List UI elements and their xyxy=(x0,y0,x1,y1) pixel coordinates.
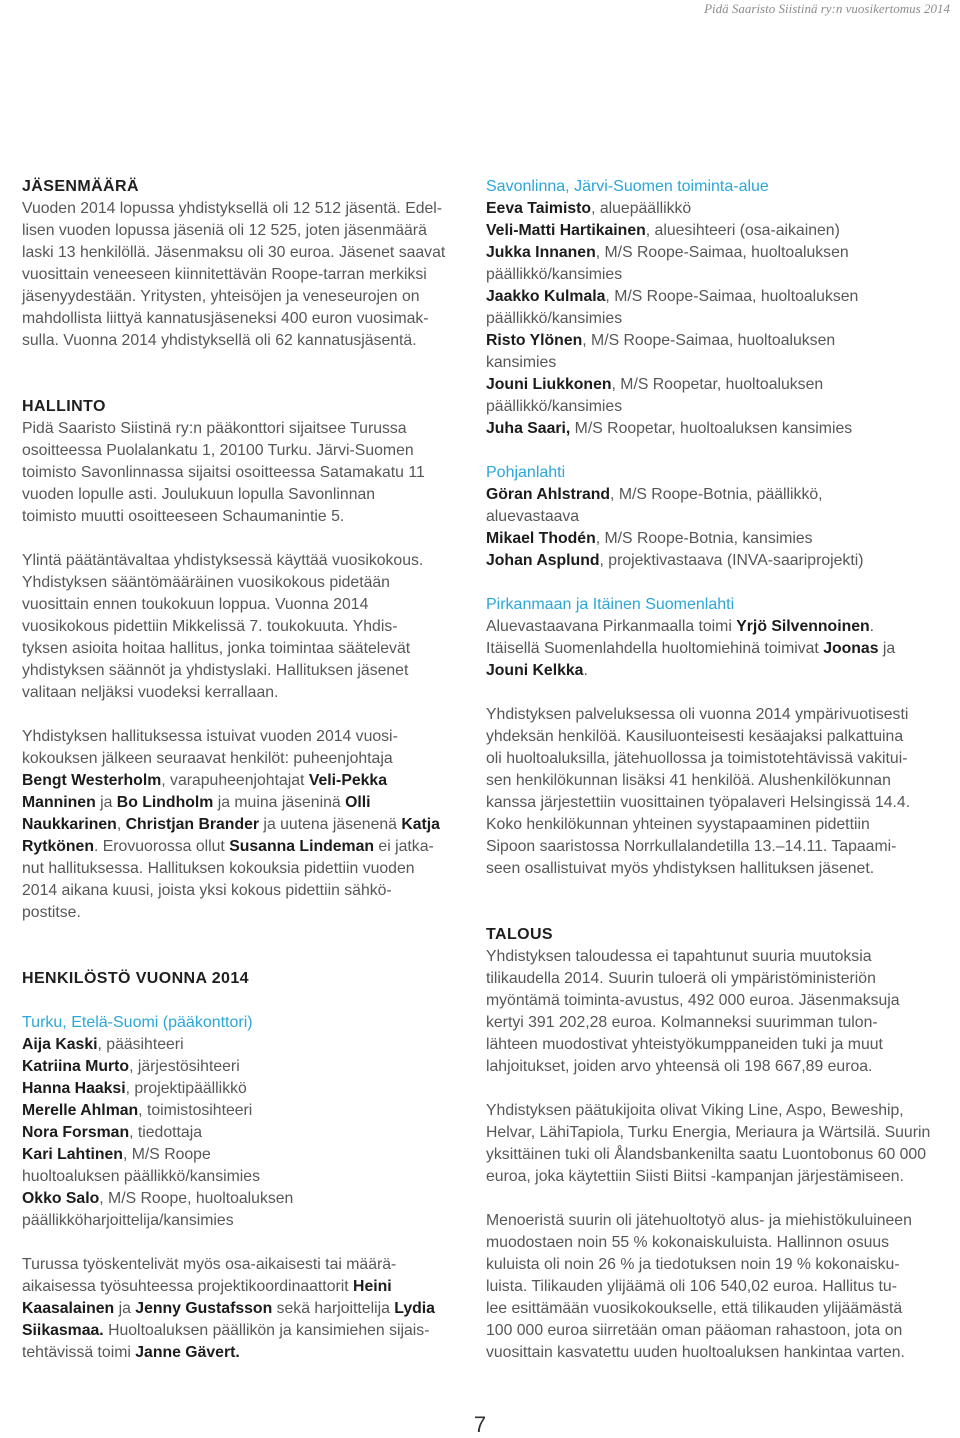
text-run: , M/S Roope-Saimaa, huoltoaluksen xyxy=(595,244,849,261)
bold-name: Jouni Kelkka xyxy=(486,662,584,679)
text-line xyxy=(22,550,466,572)
staff-summary-paragraph xyxy=(486,704,950,880)
text-run: , tiedottaja xyxy=(129,1124,202,1141)
text-run: M/S Roopetar, huoltoaluksen kansimies xyxy=(570,420,853,437)
text-line xyxy=(22,726,466,748)
text-line xyxy=(22,418,466,440)
text-line xyxy=(22,616,466,638)
text-line xyxy=(486,506,950,528)
bold-name: Kari Lahtinen xyxy=(22,1146,123,1163)
text-run: sulla. Vuonna 2014 yhdistyksellä oli 62 kannatusjäsentä. xyxy=(22,332,417,349)
text-run: päällikkö/kansimies xyxy=(486,398,623,415)
text-run: vuosittain kasvatettu uuden huoltoaluksen hankintaa varten. xyxy=(486,1344,905,1361)
bold-name: Susanna Lindeman xyxy=(229,838,375,855)
text-line xyxy=(486,374,950,396)
bold-name: Jenny Gustafsson xyxy=(135,1300,273,1317)
bold-name: Nora Forsman xyxy=(22,1124,130,1141)
text-run: , projektipäällikkö xyxy=(125,1080,247,1097)
text-line xyxy=(22,1100,466,1122)
section-pohjanlahti xyxy=(486,462,950,572)
text-run: muodostaen noin 55 % kokonaiskuluista. Hallinnon osuus xyxy=(486,1234,890,1251)
text-line xyxy=(486,528,950,550)
section-savonlinna xyxy=(486,176,950,440)
text-run: päällikkö/kansimies xyxy=(486,266,623,283)
pirkanmaa-staff-text xyxy=(486,616,950,682)
bold-name: Okko Salo xyxy=(22,1190,100,1207)
text-run: kokouksen jälkeen seuraavat henkilöt: puheenjohtaja xyxy=(22,750,393,767)
text-line xyxy=(486,638,950,660)
text-run: , varapuheenjohtajat xyxy=(161,772,309,789)
bold-name: Siikasmaa. xyxy=(22,1322,104,1339)
text-run: lahjoitukset, joiden arvo yhteensä oli 198 667,89 euroa. xyxy=(486,1058,873,1075)
text-run: osoitteessa Puolalankatu 1, 20100 Turku. Järvi-Suomen xyxy=(22,442,414,459)
text-run: luista. Tilikauden ylijäämä oli 106 540,02 euroa. Hallitus tu- xyxy=(486,1278,897,1295)
text-run: , järjestösihteeri xyxy=(129,1058,240,1075)
text-run: , toimistosihteeri xyxy=(138,1102,253,1119)
left-column xyxy=(22,176,466,1364)
text-run: . xyxy=(869,618,875,635)
heading-talous: TALOUS xyxy=(486,926,553,943)
bold-name: Janne Gävert. xyxy=(135,1344,240,1361)
text-line xyxy=(486,550,950,572)
text-run: aluevastaava xyxy=(486,508,580,525)
right-column xyxy=(486,176,950,1364)
turku-staff-list xyxy=(22,1034,466,1232)
bold-name: Katja xyxy=(401,816,440,833)
bold-name: Risto Ylönen xyxy=(486,332,583,349)
bold-name: Rytkönen xyxy=(22,838,94,855)
talous-paragraph-income xyxy=(486,946,950,1078)
text-run: tilikaudella 2014. Suurin tuloerä oli ympäristöministeriön xyxy=(486,970,876,987)
subheading-pohjanlahti: Pohjanlahti xyxy=(486,464,566,481)
text-line xyxy=(486,352,950,374)
text-line xyxy=(486,1342,950,1364)
text-run: valitaan neljäksi vuodeksi kerrallaan. xyxy=(22,684,279,701)
text-line xyxy=(22,462,466,484)
text-run: päällikkö/kansimies xyxy=(486,310,623,327)
hallinto-paragraph-office xyxy=(22,418,466,528)
text-line xyxy=(486,286,950,308)
text-line xyxy=(486,198,950,220)
text-line xyxy=(22,286,466,308)
text-line xyxy=(22,1342,466,1364)
text-run: Yhdistyksen hallituksessa istuivat vuoden 2014 vuosi- xyxy=(22,728,398,745)
text-line xyxy=(22,748,466,770)
text-run: , M/S Roope, huoltoaluksen xyxy=(99,1190,294,1207)
text-line xyxy=(486,836,950,858)
bold-name: Eeva Taimisto xyxy=(486,200,592,217)
text-line xyxy=(486,814,950,836)
text-run: myöntämä toiminta-avustus, 492 000 euroa. Jäsenmaksuja xyxy=(486,992,900,1009)
text-line xyxy=(486,990,950,1012)
text-run: lee esittämään vuosikokoukselle, että tilikauden ylijäämästä xyxy=(486,1300,903,1317)
text-run: lisen vuoden lopussa jäseniä oli 12 525, joten jäsenmäärä xyxy=(22,222,427,239)
text-line xyxy=(22,198,466,220)
text-line xyxy=(486,264,950,286)
jasenmaara-paragraph xyxy=(22,198,466,352)
text-line xyxy=(486,308,950,330)
text-run: vuosittain veneeseen kiinnitettävän Roope-tarran merkiksi xyxy=(22,266,427,283)
bold-name: Joonas xyxy=(823,640,879,657)
text-run: , M/S Roope-Botnia, kansimies xyxy=(595,530,813,547)
text-run: , projektivastaava (INVA-saariprojekti) xyxy=(599,552,864,569)
text-line xyxy=(486,1122,950,1144)
text-line xyxy=(22,1166,466,1188)
text-run: ei jatka- xyxy=(374,838,434,855)
bold-name: Kaasalainen xyxy=(22,1300,115,1317)
text-run: nut hallituksessa. Hallituksen kokouksia pidettiin vuoden xyxy=(22,860,415,877)
bold-name: Jukka Innanen xyxy=(486,244,596,261)
subheading-turku: Turku, Etelä-Suomi (pääkonttori) xyxy=(22,1014,253,1031)
text-line xyxy=(486,792,950,814)
text-run: toimisto muutti osoitteeseen Schaumanintie 5. xyxy=(22,508,345,525)
bold-name: Hanna Haaksi xyxy=(22,1080,126,1097)
text-run: laski 13 henkilöllä. Jäsenmaksu oli 30 euroa. Jäsenet saavat xyxy=(22,244,446,261)
text-run: toimisto Savonlinnassa sijaitsi osoitteessa Satamakatu 11 xyxy=(22,464,425,481)
text-line xyxy=(486,946,950,968)
text-line xyxy=(22,1144,466,1166)
text-run: vuosittain ennen toukokuun loppua. Vuonna 2014 xyxy=(22,596,369,613)
text-line xyxy=(22,814,466,836)
section-hallinto xyxy=(22,396,466,924)
text-line xyxy=(486,968,950,990)
text-line xyxy=(486,1232,950,1254)
text-run: yhdistyksen säännöt ja yhdistyslaki. Hallituksen jäsenet xyxy=(22,662,409,679)
text-run: yksittäinen tuki oli Ålandsbankenilta saatu Luontobonus 60 000 xyxy=(486,1146,926,1163)
text-run: lähteen muodostivat yhteistyökumppaneiden tuki ja muut xyxy=(486,1036,883,1053)
text-line xyxy=(22,770,466,792)
text-line xyxy=(486,1100,950,1122)
text-run: ja xyxy=(114,1300,136,1317)
text-run: Sipoon saaristossa Norrkullalandetilla 13.–14.11. Tapaami- xyxy=(486,838,897,855)
text-run: Menoeristä suurin oli jätehuoltotyö alus- ja miehistökuluineen xyxy=(486,1212,912,1229)
text-run: , aluesihteeri (osa-aikainen) xyxy=(645,222,840,239)
text-line xyxy=(486,242,950,264)
text-run: , M/S Roope-Botnia, päällikkö, xyxy=(610,486,823,503)
text-run: ja muina jäseninä xyxy=(213,794,346,811)
text-line xyxy=(22,220,466,242)
text-line xyxy=(486,1166,950,1188)
text-line xyxy=(486,418,950,440)
text-line xyxy=(486,1012,950,1034)
text-run: seen osallistuivat myös yhdistyksen hallituksen jäsenet. xyxy=(486,860,875,877)
bold-name: Heini xyxy=(353,1278,392,1295)
text-line xyxy=(22,902,466,924)
text-run: kansimies xyxy=(486,354,557,371)
bold-name: Juha Saari, xyxy=(486,420,571,437)
text-line xyxy=(22,1320,466,1342)
text-line xyxy=(22,1276,466,1298)
hallinto-paragraph-annual-meeting xyxy=(22,550,466,704)
bold-name: Veli-Pekka xyxy=(308,772,387,789)
bold-name: Christjan Brander xyxy=(125,816,260,833)
text-run: Turussa työskentelivät myös osa-aikaisesti tai määrä- xyxy=(22,1256,397,1273)
text-line xyxy=(486,1210,950,1232)
text-line xyxy=(486,1144,950,1166)
text-run: Yhdistyksen palveluksessa oli vuonna 2014 ympärivuotisesti xyxy=(486,706,909,723)
text-line xyxy=(22,1298,466,1320)
text-run: jäsenyydestään. Yritysten, yhteisöjen ja veneseurojen on xyxy=(22,288,420,305)
text-run: , M/S Roope-Saimaa, huoltoaluksen xyxy=(582,332,836,349)
text-run: , M/S Roopetar, huoltoaluksen xyxy=(611,376,824,393)
text-line xyxy=(22,308,466,330)
text-line xyxy=(22,440,466,462)
text-run: Yhdistyksen sääntömääräinen vuosikokous pidetään xyxy=(22,574,390,591)
text-line xyxy=(486,1034,950,1056)
section-pirkanmaa xyxy=(486,594,950,682)
text-run: Vuoden 2014 lopussa yhdistyksellä oli 12 512 jäsentä. Edel- xyxy=(22,200,443,217)
text-run: Yhdistyksen taloudessa ei tapahtunut suuria muutoksia xyxy=(486,948,872,965)
talous-paragraph-sponsors xyxy=(486,1100,950,1188)
text-line xyxy=(486,704,950,726)
text-line xyxy=(486,1320,950,1342)
text-line xyxy=(22,792,466,814)
text-run: vuoden lopulle asti. Joulukuun lopulla Savonlinnan xyxy=(22,486,376,503)
bold-name: Merelle Ahlman xyxy=(22,1102,139,1119)
talous-paragraph-expenses xyxy=(486,1210,950,1364)
text-line xyxy=(22,264,466,286)
text-run: kuluista oli noin 26 % ja tiedotuksen noin 19 % kokonaisku- xyxy=(486,1256,900,1273)
text-line xyxy=(486,484,950,506)
text-run: tyksen asioita hoitaa hallitus, jonka toimintaa säätelevät xyxy=(22,640,411,657)
text-line xyxy=(486,396,950,418)
text-line xyxy=(486,220,950,242)
bold-name: Olli xyxy=(345,794,371,811)
section-talous xyxy=(486,924,950,1364)
text-run: vuosikokous pidettiin Mikkelissä 7. toukokuuta. Yhdis- xyxy=(22,618,398,635)
hallinto-paragraph-board xyxy=(22,726,466,924)
subheading-savonlinna: Savonlinna, Järvi-Suomen toiminta-alue xyxy=(486,178,769,195)
text-line xyxy=(486,660,950,682)
bold-name: Katriina Murto xyxy=(22,1058,130,1075)
text-run: Itäisellä Suomenlahdella huoltomiehinä toimivat xyxy=(486,640,824,657)
bold-name: Bo Lindholm xyxy=(116,794,214,811)
text-run: ja xyxy=(878,640,896,657)
bold-name: Yrjö Silvennoinen xyxy=(736,618,870,635)
text-line xyxy=(486,726,950,748)
text-run: Helvar, LähiTapiola, Turku Energia, Meriaura ja Wärtsilä. Suurin xyxy=(486,1124,931,1141)
page-number: 7 xyxy=(473,1412,487,1437)
text-line xyxy=(22,638,466,660)
text-run: mahdollista liittyä kannatusjäseneksi 400 euron vuosimak- xyxy=(22,310,429,327)
text-run: ja uutena jäsenenä xyxy=(259,816,402,833)
text-run: tehtävissä toimi xyxy=(22,1344,136,1361)
bold-name: Manninen xyxy=(22,794,96,811)
bold-name: Aija Kaski xyxy=(22,1036,98,1053)
text-run: Huoltoaluksen päällikön ja kansimiehen sijais- xyxy=(103,1322,430,1339)
bold-name: Veli-Matti Hartikainen xyxy=(486,222,646,239)
section-jasenmaara xyxy=(22,176,466,352)
text-run: yhdeksän henkilöä. Kausiluonteisesti kesäajaksi palkattuina xyxy=(486,728,904,745)
text-line xyxy=(22,330,466,352)
text-line xyxy=(22,484,466,506)
text-line xyxy=(22,506,466,528)
bold-name: Mikael Thodén xyxy=(486,530,596,547)
text-line xyxy=(486,1254,950,1276)
running-title: Pidä Saaristo Siistinä ry:n vuosikertomus 2014 xyxy=(704,1,950,16)
section-henkilosto xyxy=(22,968,466,1364)
text-run: , pääsihteeri xyxy=(97,1036,184,1053)
text-line xyxy=(486,858,950,880)
savonlinna-staff-list xyxy=(486,198,950,440)
text-line xyxy=(22,1034,466,1056)
bold-name: Jouni Liukkonen xyxy=(486,376,612,393)
text-run: kertyi 391 202,28 euroa. Kolmanneksi suurimman tulon- xyxy=(486,1014,878,1031)
text-run: ja xyxy=(95,794,117,811)
turku-staff-note xyxy=(22,1254,466,1364)
text-line xyxy=(486,1276,950,1298)
text-run: Aluevastaavana Pirkanmaalla toimi xyxy=(486,618,737,635)
text-run: sen henkilökunnan lisäksi 41 henkilöä. Alushenkilökunnan xyxy=(486,772,891,789)
text-run: kanssa järjestettiin vuosittainen työpalaveri Helsingissä 14.4. xyxy=(486,794,911,811)
text-run: Pidä Saaristo Siistinä ry:n pääkonttori sijaitsee Turussa xyxy=(22,420,407,437)
text-line xyxy=(486,616,950,638)
bold-name: Bengt Westerholm xyxy=(22,772,162,789)
text-run: euroa, joka käytettiin Siisti Biitsi -kampanjan järjestämiseen. xyxy=(486,1168,904,1185)
text-line xyxy=(486,748,950,770)
text-line xyxy=(22,836,466,858)
text-run: oli huoltoaluksilla, jätehuollossa ja toimistotehtävissä vakitui- xyxy=(486,750,908,767)
pohjanlahti-staff-list xyxy=(486,484,950,572)
text-line xyxy=(22,682,466,704)
text-run: aikaisessa työsuhteessa projektikoordinaattorit xyxy=(22,1278,354,1295)
bold-name: Naukkarinen xyxy=(22,816,117,833)
text-line xyxy=(22,1122,466,1144)
text-run: huoltoaluksen päällikkö/kansimies xyxy=(22,1168,260,1185)
text-run: , xyxy=(116,816,126,833)
subheading-pirkanmaa: Pirkanmaan ja Itäinen Suomenlahti xyxy=(486,596,735,613)
text-line xyxy=(22,572,466,594)
text-run: postitse. xyxy=(22,904,81,921)
text-line xyxy=(22,242,466,264)
text-run: päällikköharjoittelija/kansimies xyxy=(22,1212,234,1229)
text-run: Yhdistyksen päätukijoita olivat Viking Line, Aspo, Beweship, xyxy=(486,1102,904,1119)
text-run: 100 000 euroa siirretään oman pääoman rahastoon, jota on xyxy=(486,1322,903,1339)
text-line xyxy=(22,1254,466,1276)
text-run: . Erovuorossa ollut xyxy=(93,838,230,855)
bold-name: Lydia xyxy=(394,1300,435,1317)
text-line xyxy=(22,1210,466,1232)
text-run: , aluepäällikkö xyxy=(591,200,692,217)
text-line xyxy=(22,1056,466,1078)
text-line xyxy=(486,770,950,792)
text-line xyxy=(22,594,466,616)
heading-jasenmaara: JÄSENMÄÄRÄ xyxy=(22,178,139,195)
text-line xyxy=(22,880,466,902)
heading-henkilosto: HENKILÖSTÖ VUONNA 2014 xyxy=(22,970,249,987)
text-line xyxy=(22,1188,466,1210)
text-run: Koko henkilökunnan yhteinen syystapaaminen pidettiin xyxy=(486,816,870,833)
text-line xyxy=(22,858,466,880)
bold-name: Göran Ahlstrand xyxy=(486,486,611,503)
text-run: Ylintä päätäntävaltaa yhdistyksessä käyttää vuosikokous. xyxy=(22,552,424,569)
text-run: 2014 aikana kuusi, joista yksi kokous pidettiin sähkö- xyxy=(22,882,392,899)
text-run: , M/S Roope-Saimaa, huoltoaluksen xyxy=(605,288,859,305)
text-run: . xyxy=(583,662,588,679)
text-line xyxy=(486,1056,950,1078)
bold-name: Jaakko Kulmala xyxy=(486,288,606,305)
text-line xyxy=(22,660,466,682)
bold-name: Johan Asplund xyxy=(486,552,600,569)
text-line xyxy=(486,1298,950,1320)
text-line xyxy=(22,1078,466,1100)
heading-hallinto: HALLINTO xyxy=(22,398,106,415)
text-line xyxy=(486,330,950,352)
text-run: sekä harjoittelija xyxy=(272,1300,395,1317)
text-run: , M/S Roope xyxy=(122,1146,211,1163)
